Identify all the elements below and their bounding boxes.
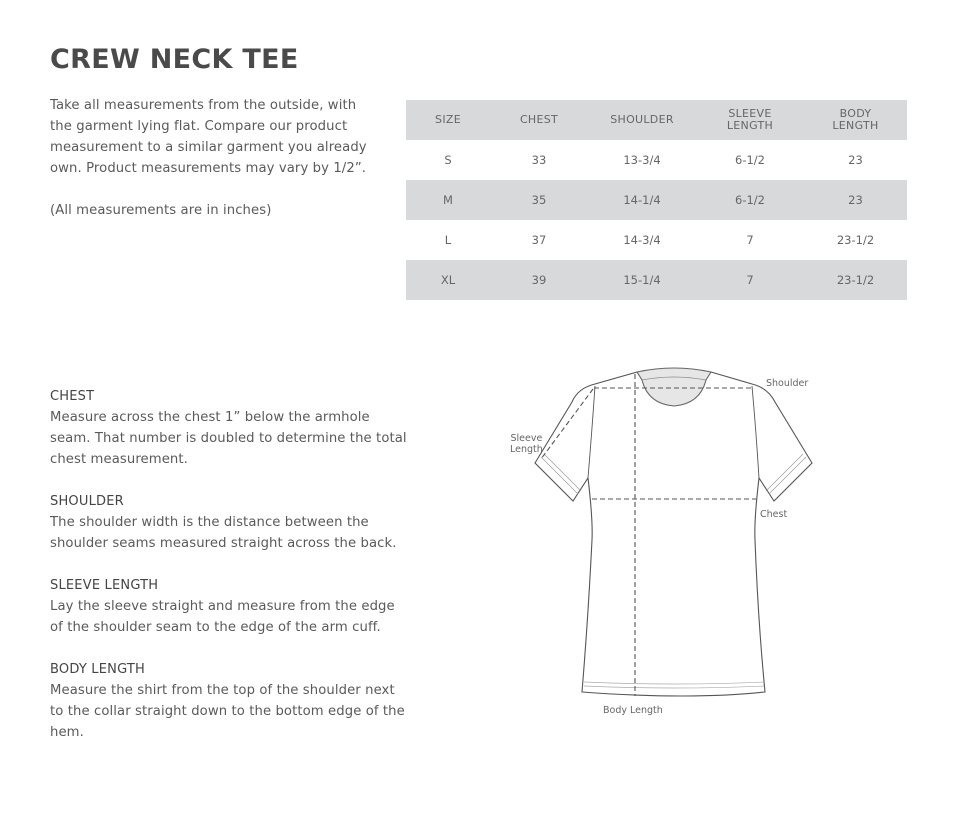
- cell-chest: 37: [531, 233, 547, 247]
- sleeve-length-label: [510, 433, 543, 455]
- intro-block: [50, 95, 370, 221]
- table-row: [406, 260, 907, 300]
- header-sleeve-length: [696, 100, 804, 140]
- cell-body-length: 23: [848, 153, 863, 167]
- header-body-length: [804, 100, 907, 140]
- cell-size: S: [444, 153, 452, 167]
- page-title: CREW NECK TEE: [50, 44, 299, 75]
- header-chest: CHEST: [519, 113, 559, 126]
- table-row: [406, 180, 907, 220]
- cell-sleeve-length: 7: [746, 273, 754, 287]
- table-row: [406, 220, 907, 260]
- cell-size: XL: [440, 273, 456, 287]
- guide-section-shoulder: [50, 491, 410, 554]
- guide-heading: SHOULDER: [50, 494, 124, 509]
- cell-sleeve-length: 6-1/2: [735, 153, 765, 167]
- guide-text: Lay the sleeve straight and measure from the edge of the shoulder seam to the edge of the arm cuff.: [50, 599, 395, 635]
- units-note: (All measurements are in inches): [50, 203, 272, 218]
- table-header-row: [406, 100, 907, 140]
- cell-shoulder: 14-1/4: [623, 193, 661, 207]
- collar: [637, 368, 711, 406]
- cell-body-length: 23-1/2: [836, 273, 875, 287]
- tshirt-diagram: [500, 360, 830, 730]
- chest-label: Chest: [760, 509, 788, 520]
- guide-section-sleeve-length: [50, 575, 410, 638]
- cell-chest: 39: [531, 273, 547, 287]
- guide-heading: BODY LENGTH: [50, 662, 146, 677]
- guide-text: The shoulder width is the distance between the shoulder seams measured straight across the back.: [50, 515, 397, 551]
- cell-sleeve-length: 6-1/2: [735, 193, 765, 207]
- cell-chest: 33: [531, 153, 547, 167]
- sleeve-measure-line: [541, 389, 593, 459]
- tshirt-illustration: [500, 360, 830, 730]
- measurement-guide: [50, 386, 410, 764]
- header-size: SIZE: [435, 113, 461, 126]
- guide-heading: CHEST: [50, 389, 95, 404]
- cell-size: M: [443, 193, 453, 207]
- header-shoulder: SHOULDER: [610, 113, 674, 126]
- shoulder-label: Shoulder: [766, 378, 809, 389]
- cell-sleeve-length: 7: [746, 233, 754, 247]
- guide-section-chest: [50, 386, 410, 470]
- tshirt-outline: [535, 372, 812, 696]
- guide-text: Measure the shirt from the top of the shoulder next to the collar straight down to the bottom edge of the hem.: [50, 683, 405, 740]
- cell-body-length: 23: [848, 193, 863, 207]
- body-length-label: Body Length: [603, 705, 663, 716]
- cell-size: L: [444, 233, 452, 247]
- guide-text: Measure across the chest 1” below the armhole seam. That number is doubled to determine the total chest measurement.: [50, 410, 407, 467]
- cell-chest: 35: [531, 193, 547, 207]
- cell-shoulder: 13-3/4: [623, 153, 661, 167]
- sleeve-label-line1: Sleeve: [510, 433, 543, 444]
- cell-shoulder: 14-3/4: [623, 233, 661, 247]
- guide-section-body-length: [50, 659, 410, 743]
- sleeve-label-line2: Length: [510, 444, 543, 455]
- table-row: [406, 140, 907, 180]
- header-sleeve-length-text: SLEEVE LENGTH: [726, 107, 774, 132]
- header-body-length-text: BODY LENGTH: [832, 107, 879, 132]
- intro-text: Take all measurements from the outside, with the garment lying flat. Compare our product measurement to a similar garment you already own. Product measurements may vary by 1/2”.: [50, 98, 367, 176]
- cell-body-length: 23-1/2: [836, 233, 875, 247]
- cell-shoulder: 15-1/4: [623, 273, 661, 287]
- size-chart-table: [406, 100, 907, 300]
- guide-heading: SLEEVE LENGTH: [50, 578, 159, 593]
